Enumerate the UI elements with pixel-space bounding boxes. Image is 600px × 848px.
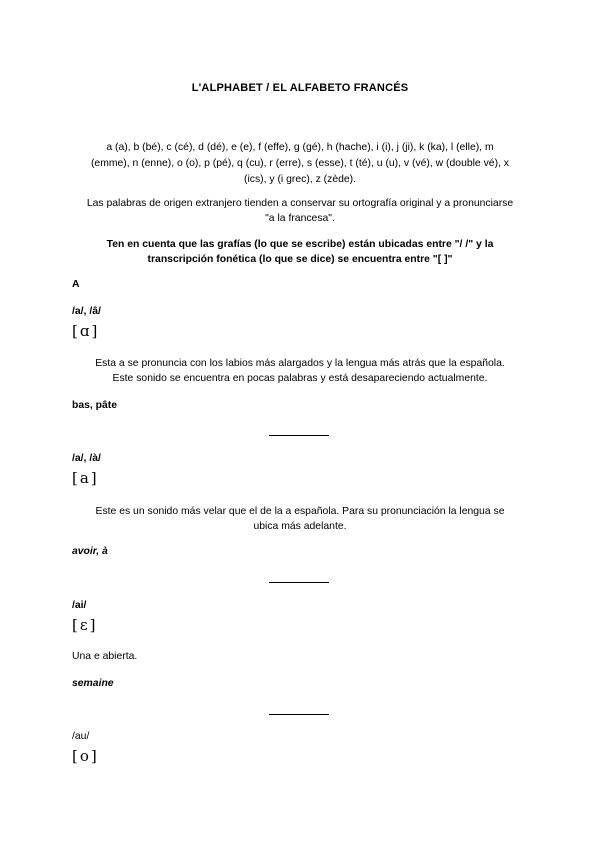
- notice-line: transcripción fonética (lo que se dice) se encuentra entre "[ ]": [147, 254, 453, 265]
- page-title: L'ALPHABET / EL ALFABETO FRANCÉS: [191, 82, 409, 94]
- intro-line: Las palabras de origen extranjero tienden a conservar su ortografía original y a pronunciarse: [86, 198, 514, 209]
- separator-line: [269, 582, 329, 583]
- description: Una e abierta.: [72, 651, 138, 662]
- description-line: Este sonido se encuentra en pocas palabras y está desapareciendo actualmente.: [112, 373, 488, 384]
- phonetic-transcription: [o]: [72, 747, 99, 765]
- grapheme-label: /a/, /à/: [72, 453, 101, 464]
- description-line: Esta a se pronuncia con los labios más alargados y la lengua más atrás que la española.: [95, 358, 505, 369]
- grapheme-label: /a/, /â/: [72, 306, 101, 317]
- notice-paragraph: [72, 237, 528, 267]
- phonetic-transcription: [a]: [72, 469, 99, 487]
- alphabet-list: [72, 140, 528, 188]
- alphabet-line: (emme), n (enne), o (o), p (pé), q (cu), r (erre), s (esse), t (té), u (u), v (vé), w (double vé), x: [90, 158, 510, 169]
- section-heading: A: [72, 279, 80, 290]
- phonetic-transcription: [ɑ]: [72, 322, 100, 340]
- description-line: ubica más adelante.: [253, 521, 347, 532]
- example-words: semaine: [72, 678, 114, 689]
- separator-line: [269, 714, 329, 715]
- notice-line: Ten en cuenta que las grafías (lo que se escribe) están ubicadas entre "/ /" y la: [106, 239, 494, 250]
- intro-paragraph: [72, 196, 528, 226]
- description-line: Este es un sonido más velar que el de la a española. Para su pronunciación la lengua se: [95, 506, 505, 517]
- alphabet-line: a (a), b (bé), c (cé), d (dé), e (e), f (effe), g (gé), h (hache), i (i), j (ji), k (ka), l (elle), m: [106, 142, 494, 153]
- example-words: bas, pâte: [72, 400, 118, 411]
- phonetic-transcription: [ɛ]: [72, 616, 98, 634]
- separator-line: [269, 435, 329, 436]
- example-words: avoir, à: [72, 546, 108, 557]
- description: [72, 504, 528, 534]
- grapheme-label: /ai/: [72, 600, 87, 611]
- description: [72, 356, 528, 386]
- alphabet-line: (ics), y (i grec), z (zède).: [244, 174, 356, 185]
- intro-line: "a la francesa".: [265, 213, 335, 224]
- grapheme-label: /au/: [72, 731, 90, 742]
